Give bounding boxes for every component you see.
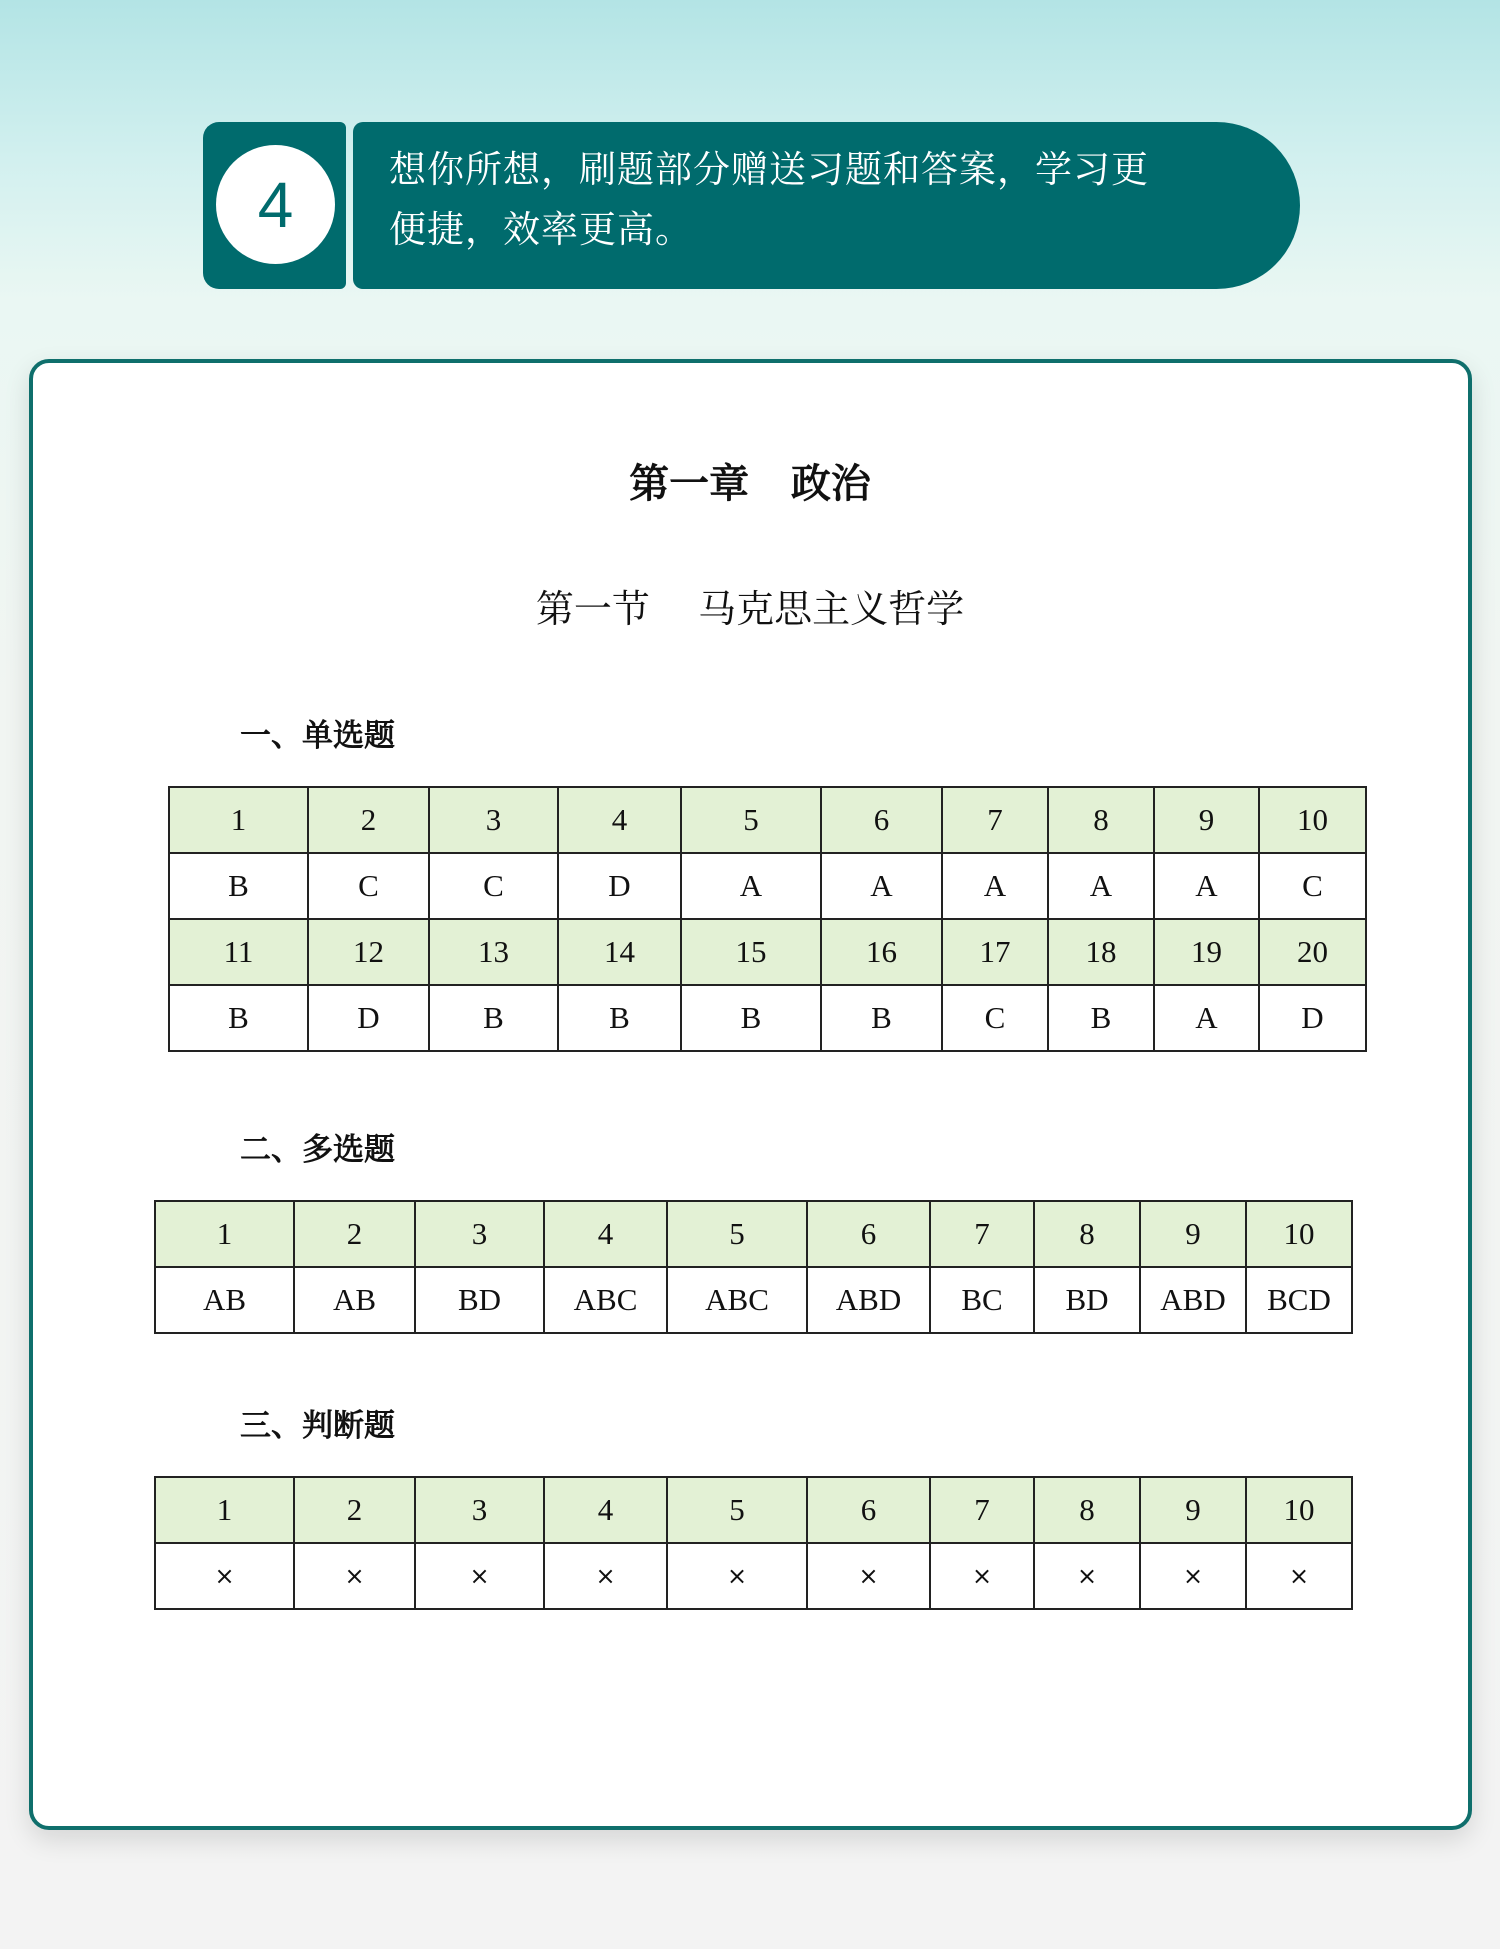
answer-cell: C (308, 853, 429, 919)
question-number-cell: 13 (429, 919, 558, 985)
answer-cell: AB (294, 1267, 415, 1333)
multi-choice-answer-table (154, 1200, 1353, 1334)
answer-cell: ABC (544, 1267, 667, 1333)
question-number-cell: 9 (1154, 787, 1259, 853)
question-number-cell: 8 (1034, 1477, 1140, 1543)
answer-cell: ABC (667, 1267, 807, 1333)
single-choice-rows (169, 787, 1366, 1051)
question-number-cell: 3 (429, 787, 558, 853)
answer-cell: BD (415, 1267, 544, 1333)
question-number-row (169, 787, 1366, 853)
answer-row (155, 1543, 1352, 1609)
answer-cell: × (1034, 1543, 1140, 1609)
question-number-cell: 16 (821, 919, 942, 985)
question-number-cell: 15 (681, 919, 821, 985)
question-number-row (169, 919, 1366, 985)
question-number-cell: 7 (930, 1477, 1034, 1543)
question-number-cell: 7 (930, 1201, 1034, 1267)
feature-description-line-1: 想你所想，刷题部分赠送习题和答案，学习更 (389, 148, 1149, 191)
feature-description (353, 122, 1300, 289)
answer-cell: BCD (1246, 1267, 1352, 1333)
answer-cell: C (429, 853, 558, 919)
question-number-cell: 9 (1140, 1201, 1246, 1267)
question-number-cell: 6 (807, 1477, 930, 1543)
answer-cell: AB (155, 1267, 294, 1333)
chapter-title: 第一章 政治 (629, 460, 871, 507)
answer-cell: BC (930, 1267, 1034, 1333)
question-number-cell: 7 (942, 787, 1048, 853)
feature-description-line-2: 便捷，效率更高。 (389, 208, 693, 251)
answer-cell: A (942, 853, 1048, 919)
question-number-cell: 11 (169, 919, 308, 985)
single-choice-answer-table (168, 786, 1367, 1052)
section-title: 第一节 马克思主义哲学 (535, 587, 965, 631)
feature-number: 4 (216, 145, 335, 264)
feature-number-badge (203, 122, 346, 289)
question-number-cell: 10 (1246, 1201, 1352, 1267)
answer-cell: B (429, 985, 558, 1051)
question-number-cell: 3 (415, 1201, 544, 1267)
feature-banner (203, 122, 1300, 289)
question-number-cell: 1 (155, 1477, 294, 1543)
question-number-row (155, 1477, 1352, 1543)
question-number-cell: 2 (294, 1201, 415, 1267)
question-number-cell: 19 (1154, 919, 1259, 985)
answer-cell: D (1259, 985, 1366, 1051)
answer-cell: ABD (807, 1267, 930, 1333)
question-number-cell: 4 (558, 787, 681, 853)
question-number-cell: 1 (155, 1201, 294, 1267)
multi-choice-heading: 二、多选题 (240, 1132, 395, 1168)
answer-cell: × (930, 1543, 1034, 1609)
answer-cell: A (1154, 985, 1259, 1051)
answer-row (169, 985, 1366, 1051)
answer-cell: C (1259, 853, 1366, 919)
question-number-cell: 10 (1259, 787, 1366, 853)
answer-row (169, 853, 1366, 919)
answer-cell: × (1140, 1543, 1246, 1609)
answer-cell: × (667, 1543, 807, 1609)
multi-choice-rows (155, 1201, 1352, 1333)
question-number-cell: 5 (681, 787, 821, 853)
answer-cell: × (1246, 1543, 1352, 1609)
answer-cell: C (942, 985, 1048, 1051)
answer-cell: B (821, 985, 942, 1051)
true-false-heading: 三、判断题 (240, 1408, 395, 1444)
question-number-cell: 6 (807, 1201, 930, 1267)
answer-cell: × (155, 1543, 294, 1609)
answer-cell: B (1048, 985, 1154, 1051)
question-number-cell: 4 (544, 1201, 667, 1267)
question-number-cell: 3 (415, 1477, 544, 1543)
true-false-answer-table (154, 1476, 1353, 1610)
answer-cell: D (558, 853, 681, 919)
answer-cell: B (169, 985, 308, 1051)
question-number-cell: 4 (544, 1477, 667, 1543)
answer-cell: A (681, 853, 821, 919)
answer-cell: A (1048, 853, 1154, 919)
question-number-cell: 12 (308, 919, 429, 985)
question-number-cell: 10 (1246, 1477, 1352, 1543)
answer-cell: A (821, 853, 942, 919)
answer-cell: BD (1034, 1267, 1140, 1333)
true-false-rows (155, 1477, 1352, 1609)
answer-cell: × (544, 1543, 667, 1609)
answer-cell: × (807, 1543, 930, 1609)
answer-cell: B (558, 985, 681, 1051)
question-number-cell: 20 (1259, 919, 1366, 985)
answer-cell: × (294, 1543, 415, 1609)
question-number-cell: 9 (1140, 1477, 1246, 1543)
answer-row (155, 1267, 1352, 1333)
answer-cell: B (169, 853, 308, 919)
answer-cell: × (415, 1543, 544, 1609)
question-number-cell: 8 (1048, 787, 1154, 853)
answer-cell: ABD (1140, 1267, 1246, 1333)
question-number-cell: 2 (308, 787, 429, 853)
question-number-cell: 17 (942, 919, 1048, 985)
question-number-cell: 5 (667, 1201, 807, 1267)
question-number-cell: 2 (294, 1477, 415, 1543)
single-choice-heading: 一、单选题 (240, 718, 395, 754)
question-number-cell: 14 (558, 919, 681, 985)
question-number-cell: 8 (1034, 1201, 1140, 1267)
question-number-cell: 5 (667, 1477, 807, 1543)
answer-cell: B (681, 985, 821, 1051)
question-number-cell: 1 (169, 787, 308, 853)
answer-cell: A (1154, 853, 1259, 919)
answer-cell: D (308, 985, 429, 1051)
question-number-cell: 18 (1048, 919, 1154, 985)
question-number-cell: 6 (821, 787, 942, 853)
question-number-row (155, 1201, 1352, 1267)
